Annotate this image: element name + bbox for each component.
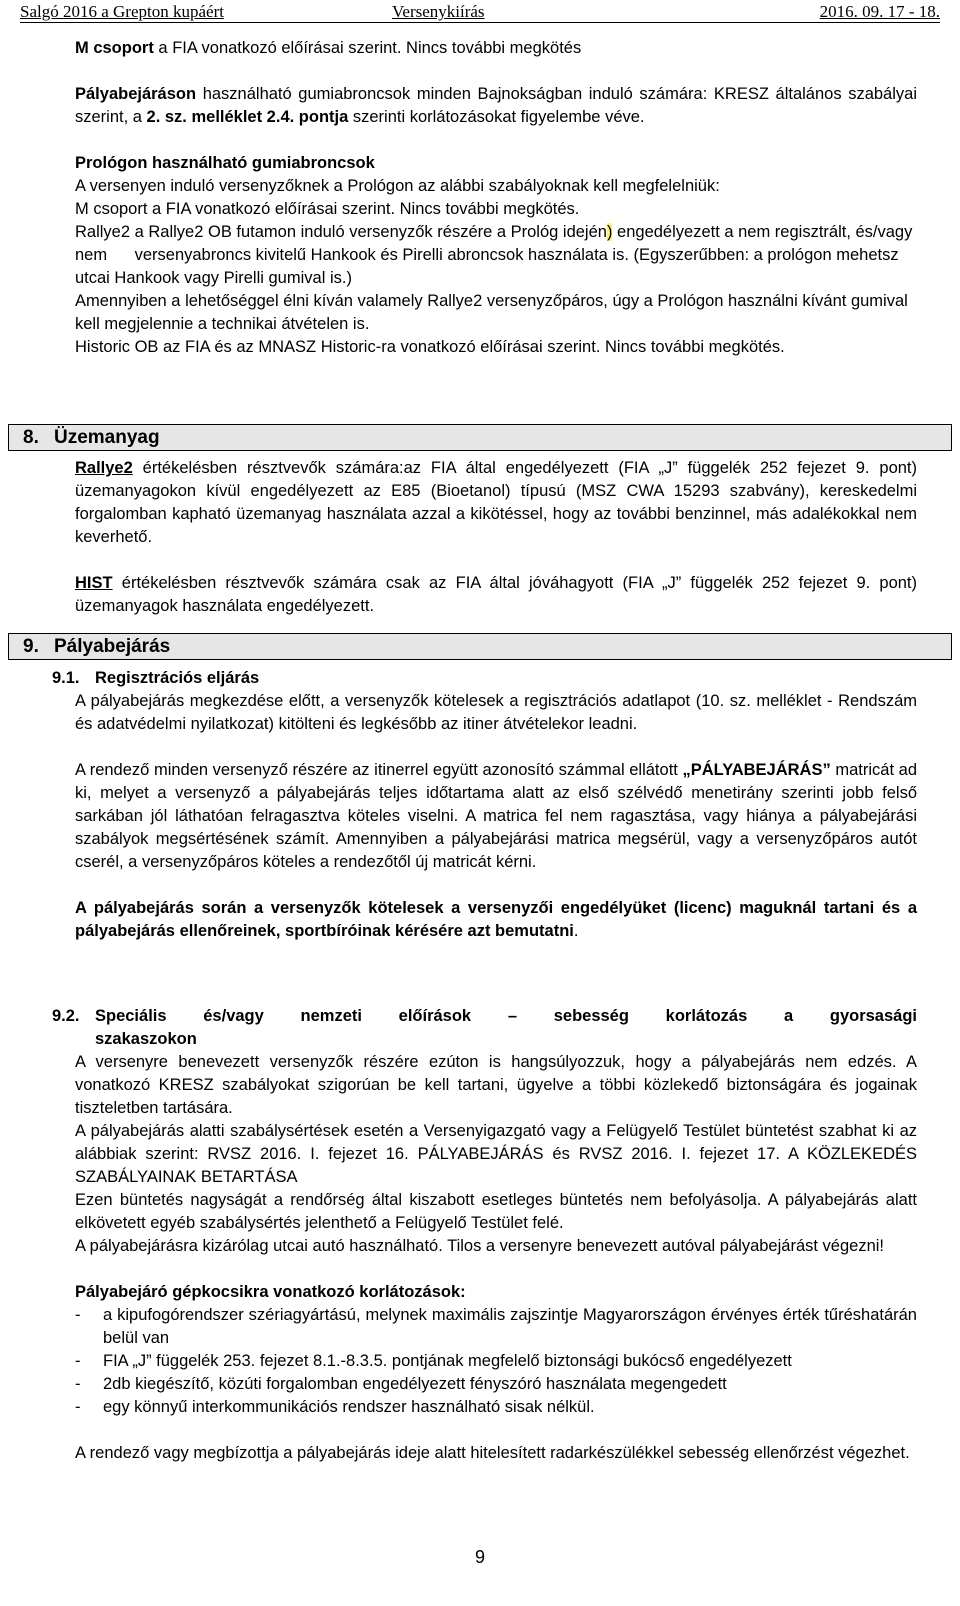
- header-center-title: Versenykiírás: [392, 2, 485, 21]
- section-title: Pályabejárás: [54, 636, 171, 657]
- rallye2-fuel-paragraph: Rallye2 értékelésben résztvevők számára:az FIA által engedélyezett (FIA „J” függelék 252 fejezet 9. pont) üzemanyagokon kívül engedélyezett az E85 (Bioetanol) típusú (MSZ CWA 15293 szabvány), kereskedelmi forgalomban kapható üzemanyag használata azzal a kikötéssel, hogy az további benzinnel, más adalékokkal nem keverhető.: [75, 459, 917, 546]
- document-page: Salgó 2016 a Grepton kupáért Versenykiírás 2016. 09. 17 - 18. M csoport a FIA vonatkozó előírásai szerint. Nincs további megkötés Pályabejáráson használható gumiabroncsok minden Bajnokságban induló számára: KRESZ általános szabályai szerint, a 2. sz. melléklet 2.4. pontja szerinti korlátozásokat figyelembe véve. Prológon használható gumiabroncsok A versenyen induló versenyzőknek a Prológon az alábbi szabályoknak kell megfelelniük: M csoport a FIA vonatkozó előírásai szerint. Nincs további megkötés. Rallye2 a Rallye2 OB futamon induló versenyzők részére a Prológ idején) engedélyezett a nem regisztrált, és/vagy nem versenyabroncs kivitelű Hankook és Pirelli abroncsok használata is. (Egyszerűbben: a prológon mehetsz utcai Hankook vagy Pirelli gumival is.) Amennyiben a lehetőséggel élni kíván valamely Rallye2 versenyzőpáros, úgy a Prológon használni kívánt gumival kell megjelennie a technikai átvételen is. Historic OB az FIA és az MNASZ Historic-ra vonatkozó előírásai szerint. Nincs további megkötés. 8. Üzemanyag Rallye2 értékelésben résztvevők számára:az FIA által engedélyezett (FIA „J” függelék 252 fejezet 9. pont) üzemanyagokon kívül engedélyezett az E85 (Bioetanol) típusú (MSZ CWA 15293 szabvány), kereskedelmi forgalomban kapható üzemanyag használata azzal a kikötéssel, hogy az további benzinnel, más adalékokkal nem keverhető. HIST értékelésben résztvevők számára csak az FIA által jóváhagyott (FIA „J” függelék 252 fejezet 9. pont) üzemanyagok használata engedélyezett. 9. Pályabejárás 9.1. Regisztrációs eljárás A pályabejárás megkezdése előtt, a versenyzők kötelesek a regisztrációs adatlapot (10. sz. melléklet - Rendszám és adatvédelmi nyilatkozat) kitölteni és legkésőbb az itiner átvételekor leadni. A rendező minden versenyző részére az itinerrel együtt azonosító számmal ellátott „PÁLYABEJÁRÁS” matricát ad ki, melyet a versenyző a pályabejárás teljes időtartama alatt az első szélvédő menetirány szerinti jobb felső sarkában jól láthatóan felragasztva köteles viselni. A matrica fel nem ragasztása, vagy hiánya a pályabejárási szabályok megsértésének számít. Amennyiben a pályabejárási matrica megsérül, vagy a versenyzőpáros autót cserél, a versenyzőpáros köteles a rendezőtől új matricát kérni. A pályabejárás során a versenyzők kötelesek a versenyzői engedélyüket (licenc) maguknál tartani és a pályabejárás ellenőreinek, sportbíróinak kérésére azt bemutatni. 9.2. Speciális és/vagy nemzeti előírások – sebesség korlátozás a gyorsasági szakaszokon A versenyre benevezett versenyzők részére ezúton is hangsúlyozzuk, hogy a pályabejárás nem edzés. A vonatkozó KRESZ szabályokat szigorúan be kell tartani, ügyelve a többi közlekedő biztonságára és jogainak tiszteletben tartására. A pályabejárás alatti szabálysértések esetén a Versenyigazgató vagy a Felügyelő Testület büntetést szabhat ki az alábbiak szerint: RVSZ 2016. I. fejezet 16. PÁLYABEJÁRÁS és RVSZ 2016. I. fejezet 17. A KÖZLEKEDÉS SZABÁLYAINAK BETARTÁSA Ezen büntetés nagyságát a rendőrség által kiszabott esetleges büntetés nem befolyásolja. A pályabejárás alatt elkövetett egyéb szabálysértés jelenthető a Felügyelő Testület felé. A pályabejárásra kizárólag utcai autó használható. Tilos a versenyre benevezett autóval pályabejárást végezni! Pályabejáró gépkocsikra vonatkozó korlátozások: - a kipufogórendszer szériagyártású, melynek maximális zajszintje Magyarországon érvényes érték tűréshatárán belül van - FIA „J” függelék 253. fejezet 8.1.-8.3.5. pontjának megfelelő biztonsági bukócső engedélyezett - 2db kiegészítő, közúti forgalomban engedélyezett fényszóró használata megengedett - egy könnyű interkommunikációs rendszer használható sisak nélkül. A rendező vagy megbízottja a pályabejárás ideje alatt hitelesített radarkészülékkel sebesség ellenőrzést végezhet. 9: [0, 0, 960, 1606]
- street-car-paragraph: A pályabejárásra kizárólag utcai autó használható. Tilos a versenyre benevezett autóval pályabejárást végezni!: [75, 1237, 884, 1255]
- prolog-paragraph-1: A versenyen induló versenyzőknek a Prológon az alábbi szabályoknak kell megfelelniük:: [75, 177, 720, 195]
- registration-paragraph: A pályabejárás megkezdése előtt, a versenyzők kötelesek a regisztrációs adatlapot (10. sz. melléklet - Rendszám és adatvédelmi nyilatkozat) kitölteni és legkésőbb az itiner átvételekor leadni.: [75, 692, 917, 733]
- radar-paragraph: A rendező vagy megbízottja a pályabejárás ideje alatt hitelesített radarkészülékkel sebesség ellenőrzést végezhet.: [75, 1444, 910, 1462]
- section-8-body: [75, 457, 917, 618]
- penalty-paragraph: A pályabejárás alatti szabálysértések esetén a Versenyigazgató vagy a Felügyelő Testület büntetést szabhat ki az alábbiak szerint: RVSZ 2016. I. fejezet 16. PÁLYABEJÁRÁS és RVSZ 2016. I. fejezet 17. A KÖZLEKEDÉS SZABÁLYAINAK BETARTÁSA: [75, 1122, 917, 1186]
- header-left-title: Salgó 2016 a Grepton kupáért: [20, 2, 224, 21]
- header-date: 2016. 09. 17 - 18.: [819, 2, 940, 21]
- licence-paragraph: A pályabejárás során a versenyzők kötelesek a versenyzői engedélyüket (licenc) maguknál tartani és a pályabejárás ellenőreinek, sportbíróinak kérésére azt bemutatni.: [75, 899, 917, 940]
- car-restrictions-list: [75, 1304, 917, 1419]
- police-fine-paragraph: Ezen büntetés nagyságát a rendőrség által kiszabott esetleges büntetés nem befolyásolja. A pályabejárás alatt elkövetett egyéb szabálysértés jelenthető a Felügyelő Testület felé.: [75, 1191, 917, 1232]
- m-group-paragraph: M csoport a FIA vonatkozó előírásai szerint. Nincs további megkötés: [75, 39, 582, 57]
- prolog-paragraph-3: Rallye2 a Rallye2 OB futamon induló versenyzők részére a Prológ idején) engedélyezett a nem regisztrált, és/vagy nem versenyabroncs kivitelű Hankook és Pirelli abroncsok használata is. (Egyszerűbben: a prológon mehetsz utcai Hankook vagy Pirelli gumival is.): [75, 223, 917, 287]
- page-header: [20, 2, 940, 23]
- section-8-heading: [8, 424, 952, 451]
- prolog-title: Prológon használható gumiabroncsok: [75, 154, 375, 172]
- page-number: 9: [474, 1547, 485, 1567]
- section-9-heading: [8, 633, 952, 660]
- subsection-9-1-body: [75, 690, 917, 943]
- car-restrictions-title: Pályabejáró gépkocsikra vonatkozó korlátozások:: [75, 1283, 466, 1301]
- sticker-paragraph: A rendező minden versenyző részére az itinerrel együtt azonosító számmal ellátott „PÁLYABEJÁRÁS” matricát ad ki, melyet a versenyző a pályabejárás teljes időtartama alatt az első szélvédő menetirány szerinti jobb felső sarkában jól láthatóan felragasztva köteles viselni. A matrica fel nem ragasztása, vagy hiánya a pályabejárási szabályok megsértésének számít. Amennyiben a pályabejárási matrica megsérül, vagy a versenyzőpáros autót cserél, a versenyzőpáros köteles a rendezőtől új matricát kérni.: [75, 761, 917, 871]
- not-training-paragraph: A versenyre benevezett versenyzők részére ezúton is hangsúlyozzuk, hogy a pályabejárás nem edzés. A vonatkozó KRESZ szabályokat szigorúan be kell tartani, ügyelve a többi közlekedő biztonságára és jogainak tiszteletben tartására.: [75, 1053, 917, 1117]
- list-item: - 2db kiegészítő, közúti forgalomban engedélyezett fényszóró használata megengedett: [75, 1373, 917, 1396]
- subsection-9-2-body: [75, 1051, 917, 1465]
- section-number: 8.: [23, 427, 39, 448]
- list-item: - a kipufogórendszer szériagyártású, melynek maximális zajszintje Magyarországon érvényes érték tűréshatárán belül van: [75, 1304, 917, 1350]
- prolog-paragraph-2: M csoport a FIA vonatkozó előírásai szerint. Nincs további megkötés.: [75, 200, 580, 218]
- section-title: Üzemanyag: [54, 427, 160, 448]
- list-item: - egy könnyű interkommunikációs rendszer használható sisak nélkül.: [75, 1396, 917, 1419]
- prolog-paragraph-5: Historic OB az FIA és az MNASZ Historic-ra vonatkozó előírásai szerint. Nincs további megkötés.: [75, 338, 785, 356]
- recon-tyres-paragraph: Pályabejáráson használható gumiabroncsok minden Bajnokságban induló számára: KRESZ általános szabályai szerint, a 2. sz. melléklet 2.4. pontja szerinti korlátozásokat figyelembe véve.: [75, 85, 917, 126]
- prolog-paragraph-4: Amennyiben a lehetőséggel élni kíván valamely Rallye2 versenyzőpáros, úgy a Prológon használni kívánt gumival kell megjelennie a technikai átvételen is.: [75, 292, 908, 333]
- list-item: - FIA „J” függelék 253. fejezet 8.1.-8.3.5. pontjának megfelelő biztonsági bukócső engedélyezett: [75, 1350, 917, 1373]
- top-block: [75, 37, 917, 359]
- hist-fuel-paragraph: HIST értékelésben résztvevők számára csak az FIA által jóváhagyott (FIA „J” függelék 252 fejezet 9. pont) üzemanyagok használata engedélyezett.: [75, 574, 917, 615]
- section-number: 9.: [23, 636, 39, 657]
